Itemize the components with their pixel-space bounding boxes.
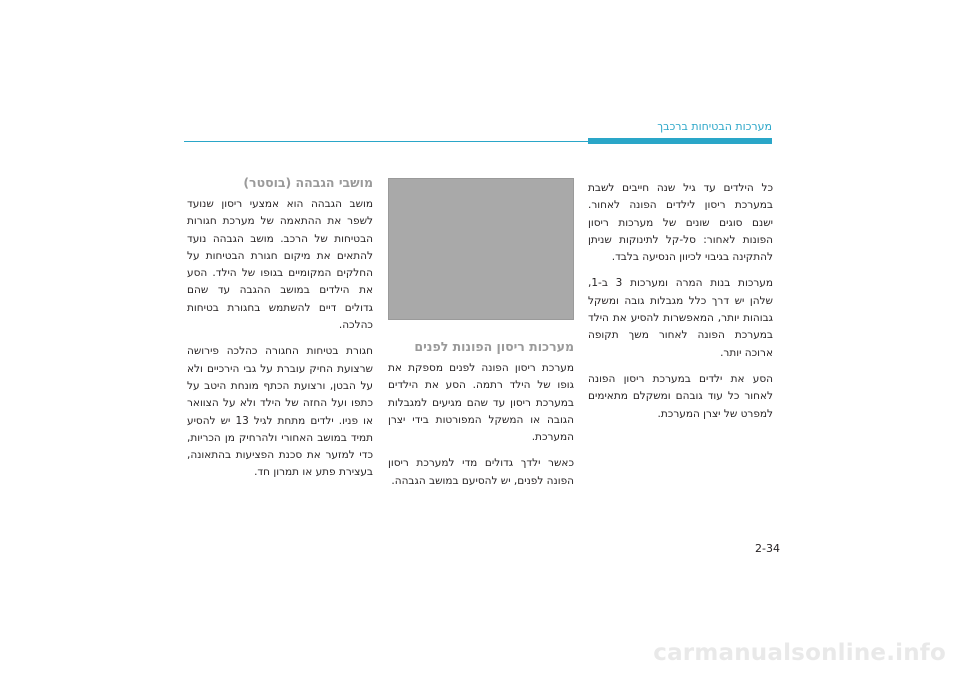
booster-seats-heading: מושבי הגבהה (בוסטר) xyxy=(243,175,373,190)
paragraph: כאשר ילדך גדולים מדי למערכת ריסון הפונה לפנים, יש להסיעם במושב הגבהה. xyxy=(388,457,574,487)
middle-text-column xyxy=(388,338,574,499)
left-text-column xyxy=(187,174,373,491)
paragraph: הסע את ילדים במערכת ריסון הפונה לאחור כל עוד גובהם ומשקלם מתאימים למפרט של יצרן המערכת. xyxy=(588,372,773,420)
paragraph: חגורת בטיחות החגורה כהלכה פירושה שרצועת החיק עוברת על גבי הירכיים ולא על הבטן, ורצועת הכתף מונחת היטב על כתפו ועל החזה של הילד ולא על הצוואר או פניו. ילדים מתחת לגיל 13 יש להסיע תמיד במושב האחורי ולהרחיק מן הכריות, כדי למזער את סכנת הפציעות בהתאונה, בעצירת פתע או תמרון חד. xyxy=(187,345,373,479)
section-title: מערכות הבטיחות ברכבך xyxy=(657,120,772,133)
header-divider xyxy=(184,141,772,142)
forward-facing-heading: מערכות ריסון הפונות לפנים xyxy=(414,339,574,354)
paragraph: מושב הגבהה הוא אמצעי ריסון שנועד לשפר את ההתאמה של מערכת חגורות הבטיחות של הרכב. מושב הגבהה נועד להתאים את מיקום חגורת הבטיחות על החלקים המקומיים בגופו של הילד. הסע את הילדים במושב ההגבה עד שהם גדולים דיים להשתמש בחגורת בטיחות כהלכה. xyxy=(187,198,373,332)
right-text-column xyxy=(588,180,773,432)
illustration-image xyxy=(388,178,574,320)
paragraph: כל הילדים עד גיל שנה חייבים לשבת במערכת ריסון לילדים הפונה לאחור. ישנם סוגים שונים של מערכות ריסון הפונות לאחור: סל-קל לתינוקות שניתן להתקינה בגיבוי לכיוון הנסיעה בלבד. xyxy=(588,182,773,264)
paragraph: מערכת ריסון הפונה לפנים מספקת את גופו של הילד רתמה. הסע את הילדים במערכת ריסון עד שהם מגיעים למגבלות הגובה או המשקל המפורטות בידי יצרן המערכת. xyxy=(388,362,574,444)
paragraph: מערכות בנות המרה ומערכות 3 ב-1, שלהן יש דרך כלל מגבלות גובה ומשקל גבוהות יותר, המאפשרות להסיע את הילד במערכת הפונה לאחור משך תקופה ארוכה יותר. xyxy=(588,277,774,359)
page-number: 2-34 xyxy=(755,542,780,555)
watermark: carmanualsonline.info xyxy=(653,640,946,666)
